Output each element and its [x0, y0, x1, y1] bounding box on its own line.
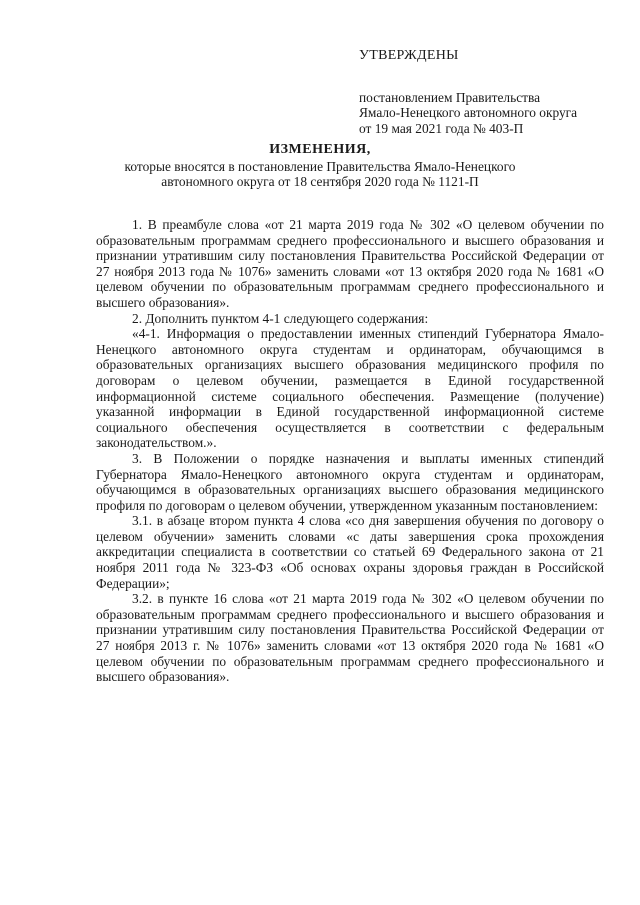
- approval-line-1: постановлением Правительства: [359, 89, 541, 105]
- document-body: [96, 217, 604, 685]
- approval-line-2: Ямало-Ненецкого автономного округа: [359, 105, 578, 121]
- approval-heading: УТВЕРЖДЕНЫ: [359, 48, 459, 63]
- document-title: [100, 142, 540, 190]
- paragraph-3-2: 3.2. в пункте 16 слова «от 21 марта 2019 года № 302 «О целевом обучении по образовательным программам среднего профессионального и высшего образования и признании утратившим силу постановления Правительства Российской Федерации от 27 ноября 2013 г. № 1076» заменить словами «от 13 октября 2020 года № 1681 «О целевом обучении по образовательным программам среднего профессионального и высшего образования».: [96, 591, 604, 685]
- title-subtitle-line-1: которые вносятся в постановление Правительства Ямало-Ненецкого: [124, 158, 516, 174]
- paragraph-3-1: 3.1. в абзаце втором пункта 4 слова «со дня завершения обучения по договору о целевом обучении» заменить словами «с даты завершения срока прохождения аккредитации специалиста в соответствии со статьей 69 Федерального закона от 21 ноября 2011 года № 323-ФЗ «Об основах охраны здоровья граждан в Российской Федерации»;: [96, 513, 604, 591]
- paragraph-1: 1. В преамбуле слова «от 21 марта 2019 года № 302 «О целевом обучении по образовательным программам среднего профессионального и высшего образования и признании утратившим силу постановления Правительства Российской Федерации от 27 ноября 2013 года № 1076» заменить словами «от 13 октября 2020 года № 1681 «О целевом обучении по образовательным программам среднего профессионального и высшего образования».: [96, 217, 604, 310]
- title-main: ИЗМЕНЕНИЯ,: [269, 142, 371, 157]
- title-subtitle-line-2: автономного округа от 18 сентября 2020 года № 1121-П: [161, 174, 479, 190]
- paragraph-2: 2. Дополнить пунктом 4-1 следующего содержания:: [132, 310, 429, 326]
- paragraph-2-quote: «4-1. Информация о предоставлении именных стипендий Губернатора Ямало-Ненецкого автономного округа студентам и ординаторам, обучающимся в образовательных организациях высшего образования медицинского профиля по договорам о целевом обучении, размещается в Единой государственной информационной системе социального обеспечения. Размещение (получение) указанной информации в Единой государственной информационной системе социального обеспечения осуществляется в соответствии с федеральным законодательством.».: [96, 326, 604, 451]
- approval-block: [359, 48, 609, 136]
- paragraph-3: 3. В Положении о порядке назначения и выплаты именных стипендий Губернатора Ямало-Ненецкого автономного округа студентам и ординаторам, обучающимся в образовательных организациях высшего образования медицинского профиля по договорам о целевом обучении, утвержденном указанным постановлением:: [96, 450, 604, 513]
- approval-line-3: от 19 мая 2021 года № 403-П: [359, 120, 524, 136]
